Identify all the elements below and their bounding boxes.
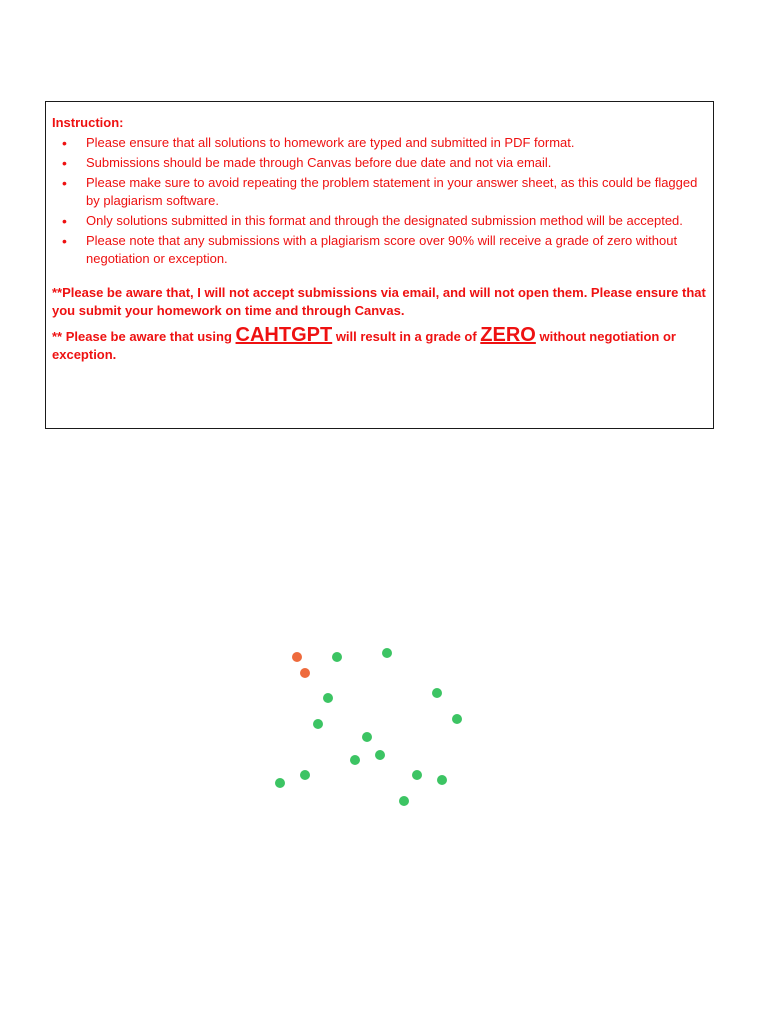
green-dot [382,648,392,658]
instruction-text: Please note that any submissions with a plagiarism score over 90% will receive a grade of zero without negotiation or exception. [86,233,678,266]
green-dot [437,775,447,785]
bullet-icon: • [62,155,67,171]
green-dot [432,688,442,698]
green-dot [300,770,310,780]
green-dot [399,796,409,806]
email-warning: **Please be aware that, I will not accept submissions via email, and will not open them. Please ensure that you submit your homework on time and through Canvas. [52,285,706,318]
ai-warning-text: without negotiation or exception. [52,329,676,362]
bullet-icon: • [62,175,67,191]
green-dot [350,755,360,765]
green-dot [332,652,342,662]
green-dot [362,732,372,742]
bullet-icon: • [62,135,67,151]
green-dot [452,714,462,724]
ai-warning-text: will result in a grade of [332,329,481,344]
green-dot [375,750,385,760]
bullet-icon: • [62,233,67,249]
ai-warning-text: ** Please be aware that using [52,329,236,344]
green-dot [275,778,285,788]
orange-dot [300,668,310,678]
zero-word: ZERO [480,324,536,346]
instruction-text: Only solutions submitted in this format and through the designated submission method will be accepted. [86,213,683,228]
green-dot [323,693,333,703]
instruction-text: Submissions should be made through Canvas before due date and not via email. [86,155,552,170]
orange-dot [292,652,302,662]
green-dot [313,719,323,729]
instruction-text: Please make sure to avoid repeating the problem statement in your answer sheet, as this could be flagged by plagiarism software. [86,175,698,208]
ai-tool-word: CAHTGPT [235,324,333,346]
instruction-text: Please ensure that all solutions to homework are typed and submitted in PDF format. [86,135,575,150]
instruction-heading: Instruction: [52,115,124,130]
bullet-icon: • [62,213,67,229]
green-dot [412,770,422,780]
